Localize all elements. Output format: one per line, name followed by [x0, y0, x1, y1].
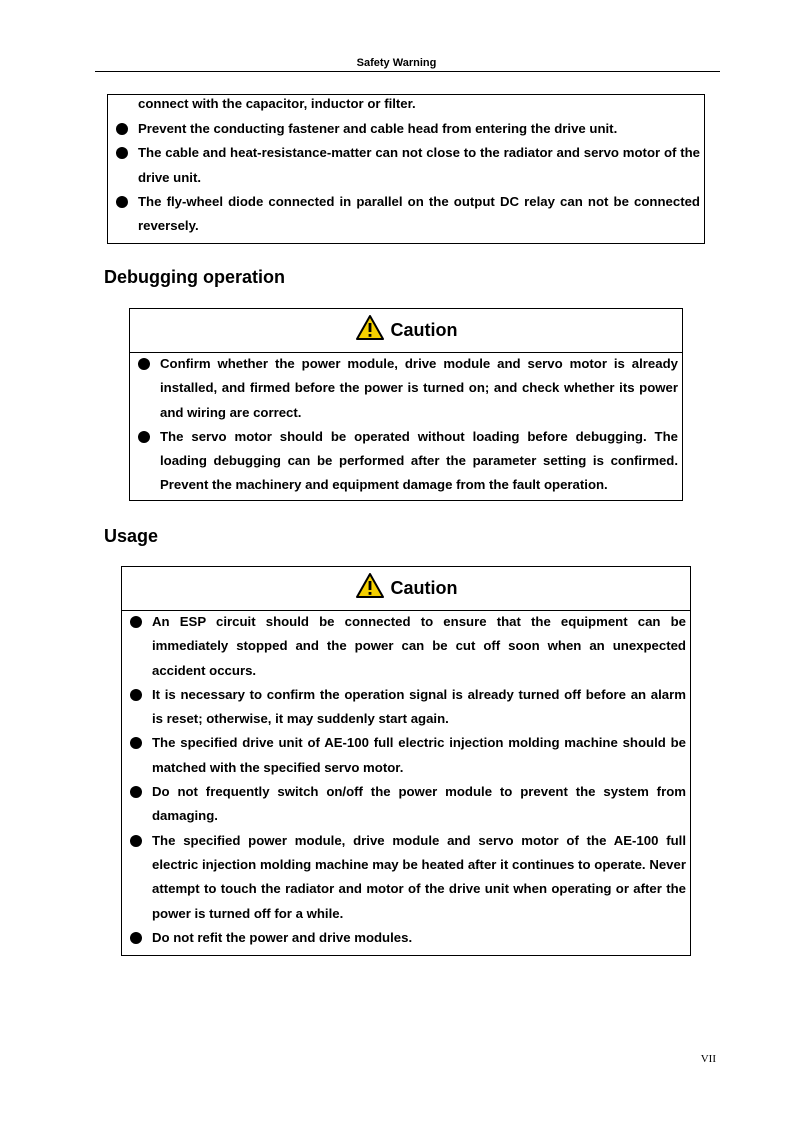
safety-warning-list — [108, 117, 704, 238]
usage-list — [122, 610, 690, 950]
debugging-caution-box — [129, 308, 683, 501]
header-rule — [95, 71, 720, 72]
safety-warning-box — [107, 94, 705, 244]
list-item — [122, 780, 690, 829]
list-item-text: The fly-wheel diode connected in parallel on the output DC relay can not be connected reversely. — [138, 193, 700, 234]
warning-triangle-icon — [355, 572, 385, 599]
bullet-icon — [130, 689, 142, 701]
list-item-text: The servo motor should be operated without loading before debugging. The loading debugging can be performed after the parameter setting is confirmed. Prevent the machinery and equipment damage from the fault operation. — [160, 428, 678, 493]
list-item-text: It is necessary to confirm the operation signal is already turned off before an alarm is reset; otherwise, it may suddenly start again. — [152, 686, 686, 727]
list-item-text: Do not frequently switch on/off the power module to prevent the system from damaging. — [152, 784, 686, 824]
bullet-icon — [138, 358, 150, 370]
list-item-text: The cable and heat-resistance-matter can not close to the radiator and servo motor of the drive unit. — [138, 145, 700, 185]
bullet-icon — [116, 196, 128, 208]
bullet-icon — [116, 147, 128, 159]
list-item — [122, 683, 690, 732]
page-number: VII — [700, 1053, 716, 1065]
list-item — [108, 190, 704, 239]
list-item — [130, 352, 682, 425]
list-item-text: Confirm whether the power module, drive module and servo motor is already installed, and firmed before the power is turned on; and check whether its power and wiring are correct. — [160, 356, 678, 420]
page-header-title: Safety Warning — [356, 57, 437, 69]
bullet-icon — [130, 616, 142, 628]
bullet-icon — [130, 786, 142, 798]
list-item — [122, 926, 690, 950]
list-item-text: Do not refit the power and drive modules. — [152, 929, 413, 945]
debugging-list — [130, 352, 682, 498]
list-item-text: The specified drive unit of AE-100 full electric injection molding machine should be matched with the specified servo motor. — [152, 735, 686, 775]
list-item-text: The specified power module, drive module and servo motor of the AE-100 full electric injection molding machine may be heated after it continues to operate. Never attempt to touch the radiator and motor of the drive unit when operating or after the power is turned off for a while. — [152, 832, 686, 921]
list-item-text: Prevent the conducting fastener and cable head from entering the drive unit. — [138, 121, 618, 136]
caution-label: Caution — [390, 320, 458, 340]
list-item — [122, 829, 690, 926]
warning-triangle-icon — [355, 314, 385, 341]
bullet-icon — [130, 737, 142, 749]
list-item-text: An ESP circuit should be connected to ensure that the equipment can be immediately stopped and the power can be cut off soon when an unexpected accident occurs. — [152, 614, 686, 678]
caution-header — [122, 567, 690, 611]
bullet-icon — [116, 123, 128, 135]
caution-label: Caution — [390, 578, 458, 598]
list-item — [122, 731, 690, 780]
section-heading-usage: Usage — [104, 526, 159, 546]
bullet-icon — [130, 835, 142, 847]
list-item — [122, 610, 690, 683]
continuation-text: connect with the capacitor, inductor or filter. — [138, 96, 416, 111]
list-item — [130, 425, 682, 498]
section-heading-debugging: Debugging operation — [104, 267, 285, 287]
usage-caution-box — [121, 566, 691, 956]
caution-header — [130, 309, 682, 353]
bullet-icon — [138, 431, 150, 443]
list-item — [108, 141, 704, 190]
list-item — [108, 117, 704, 141]
bullet-icon — [130, 932, 142, 944]
